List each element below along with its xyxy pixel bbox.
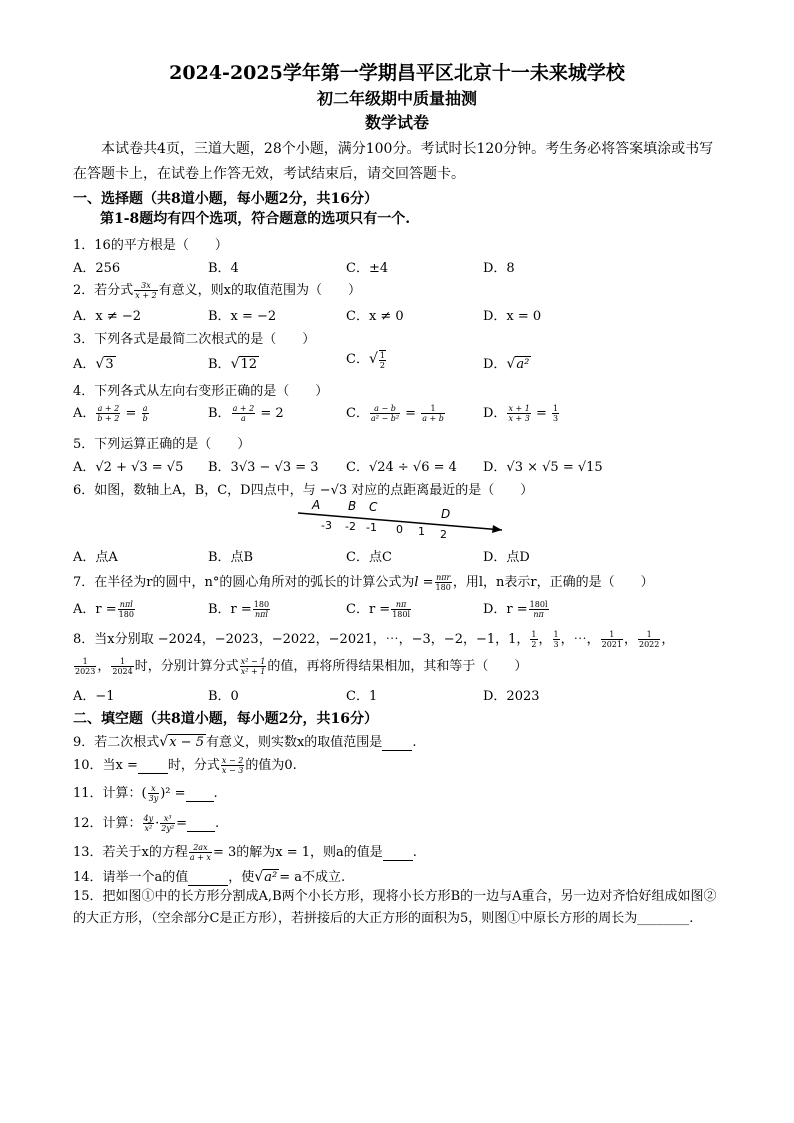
q5-option-b: B．3√3 − √3 = 3 [208, 460, 319, 475]
q6-stem: 6．如图，数轴上A，B，C，D四点中，与 −√3 对应的点距离最近的是（ ） [73, 483, 534, 498]
exam-instructions: 本试卷共4页，三道大题，28个小题，满分100分。考试时长120分钟。考生务必将答案填涂或书写在答题卡上，在试卷上作答无效，考试结束后，请交回答题卡。 [73, 141, 714, 182]
q11-stem: 11．计算：( $\frac{x}{3y}$ )² = . [73, 784, 218, 803]
exam-subject: 数学试卷 [364, 113, 429, 132]
q1-stem: 1．16的平方根是（ ） [73, 238, 228, 253]
q12-stem: 12．计算： $\frac{4y}{\text{x²}}$ · $\frac{\text{x³}}{\text{2y²}}$ = . [73, 814, 220, 833]
q10-stem: 10．当x = 时，分式 $\frac{x - 2}{x - 3}$ 的值为0. [73, 756, 297, 775]
q8-stem-line2: $\frac{1}{2023}$ ， $\frac{1}{2024}$ 时，分别计算分式 $\frac{\text{x² − 1}}{\text{x² + 1}}$ 的值，再将所得结果相加，其和等于（ ） [75, 657, 528, 676]
section-1-note: 第1-8题均有四个选项，符合题意的选项只有一个. [100, 211, 411, 227]
q3-stem: 3．下列各式是最简二次根式的是（ ） [73, 332, 316, 347]
q7-stem: 7．在半径为r的圆中，n°的圆心角所对的弧长的计算公式为l = $\frac{\text{nπr}}{180}$ ，用l，n表示r，正确的是（ ） [73, 573, 654, 592]
q2-option-b: B．x = −2 [208, 309, 277, 324]
q1-option-c: C．±4 [346, 261, 389, 276]
q4-option-a: A． $\frac{a + 2}{b + 2}$ = $\frac{a}{b}$ [73, 404, 148, 423]
q6-option-b: B．点B [208, 550, 254, 565]
tick-label-neg2: -2 [345, 520, 356, 533]
q2-option-d: D．x = 0 [483, 309, 542, 324]
q7-option-c: C．r = $\frac{n\pi}{180l}$ [346, 600, 411, 619]
q6-number-line [290, 496, 510, 544]
q8-option-b: B．0 [208, 689, 239, 704]
point-label-b: B [348, 499, 357, 513]
q8-option-c: C．1 [346, 689, 378, 704]
q1-option-a: A．256 [73, 261, 121, 276]
q6-option-d: D．点D [483, 550, 530, 565]
q8-option-d: D．2023 [483, 689, 540, 704]
q3-option-b: B．√12 [208, 356, 258, 372]
q3-option-d: D．√a² [483, 356, 530, 372]
q5-option-d: D．√3 × √5 = √15 [483, 460, 603, 475]
q1-option-b: B．4 [208, 261, 239, 276]
point-label-a: A [312, 498, 321, 512]
q2-option-a: A．x ≠ −2 [73, 309, 142, 324]
q7-option-a: A．r = $\frac{\text{nπl}}{180}$ [73, 600, 134, 619]
q4-option-b: B． $\frac{a + 2}{a}$ = 2 [208, 404, 284, 423]
q6-option-c: C．点C [346, 550, 392, 565]
q8-option-a: A．−1 [73, 689, 115, 704]
number-line-arrow [492, 525, 502, 533]
tick-label-neg3: -3 [321, 519, 332, 532]
q7-option-b: B．r = $\frac{180}{\text{nπl}}$ [208, 600, 270, 619]
q5-option-c: C．√24 ÷ √6 = 4 [346, 460, 457, 475]
q9-stem: 9．若二次根式√x − 5 有意义，则实数x的取值范围是 . [73, 734, 417, 750]
q2-option-c: C．x ≠ 0 [346, 309, 404, 324]
q8-stem-line1: 8．当x分别取 −2024，−2023，−2022，−2021，⋯，−3，−2，−1，1， $\frac{1}{2}$ ， $\frac{1}{3}$ ，⋯， $\frac{1}{2021}$ ， $\frac{1}{2022}$ ， [73, 630, 675, 649]
q3-option-a: A．√3 [73, 356, 114, 372]
q13-stem: 13．若关于x的方程 $\frac{2ax}{a + x}$ = 3的解为x = 1，则a的值是 . [73, 843, 417, 862]
section-1-heading: 一、选择题（共8道小题，每小题2分，共16分） [73, 191, 378, 207]
q4-option-c: C． $\frac{a - b}{\text{a² − b²}}$ = $\frac{1}{a + b}$ [346, 404, 444, 423]
q1-option-d: D．8 [483, 261, 515, 276]
q14-stem: 14．请举一个a的值 ，使√a² = a不成立. [73, 869, 346, 885]
q5-stem: 5．下列运算正确的是（ ） [73, 437, 251, 452]
q4-stem: 4．下列各式从左向右变形正确的是（ ） [73, 384, 329, 399]
q5-option-a: A．√2 + √3 = √5 [73, 460, 184, 475]
exam-subtitle: 初二年级期中质量抽测 [316, 89, 477, 108]
tick-label-1: 1 [418, 525, 425, 538]
q4-option-d: D． $\frac{x + 1}{x + 3}$ = $\frac{1}{3}$ [483, 404, 559, 423]
q7-option-d: D．r = $\frac{180l}{n\pi}$ [483, 600, 548, 619]
tick-label-0: 0 [396, 523, 403, 536]
tick-label-neg1: -1 [366, 521, 377, 534]
q3-option-c: C．√ $\frac{1}{2}$ [346, 350, 385, 370]
q6-option-a: A．点A [73, 550, 118, 565]
q2-fraction: $\frac{3x}{x + 2}$ [135, 281, 157, 300]
point-label-c: C [369, 500, 378, 514]
exam-title: 2024-2025学年第一学期昌平区北京十一未来城学校 [169, 62, 625, 84]
q2-stem: 2．若分式 $\frac{3x}{x + 2}$ 有意义，则x的取值范围为（ ） [73, 281, 362, 300]
point-label-d: D [441, 507, 451, 521]
q15-stem: 15．把如图①中的长方形分割成A,B两个小长方形，现将小长方形B的一边与A重合，另一边对齐恰好组成如图②的大正方形，（空余部分C是正方形），若拼接后的大正方形的面积为5，则图①中原长方形的周长为________. [73, 889, 717, 926]
tick-label-2: 2 [440, 528, 447, 541]
section-2-heading: 二、填空题（共8道小题，每小题2分，共16分） [73, 711, 378, 727]
